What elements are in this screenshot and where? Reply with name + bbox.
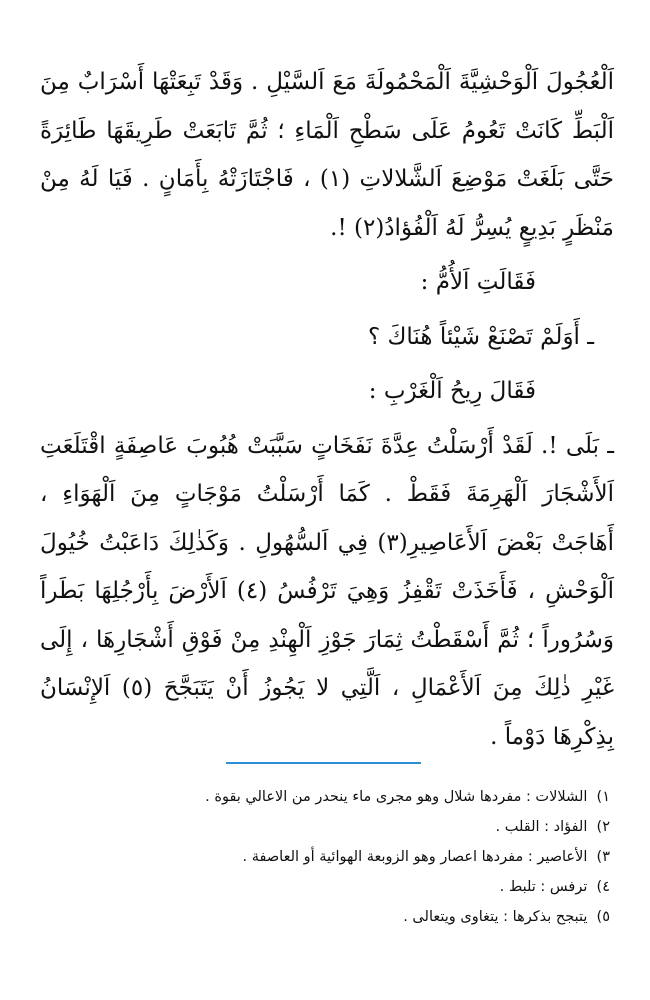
footnote-number: ٤) <box>596 879 610 895</box>
footnote-item <box>40 812 610 842</box>
footnotes-list <box>40 782 610 932</box>
footnote-number: ٣) <box>596 849 610 865</box>
footnote-number: ١) <box>596 789 610 805</box>
speaker-line-west-wind: فَقَالَ رِيحُ اَلْغَرْبِ : <box>368 378 536 404</box>
footnote-text: الفؤاد : القلب . <box>495 819 588 835</box>
narrative-paragraph: اَلْعُجُولَ اَلْوَحْشِيَّةَ اَلْمَحْمُولَةَ مَعَ اَلسَّيْلِ . وَقَدْ تَبِعَتْهَا أَسْرَابٌ مِنَ اَلْبَطِّ كَانَتْ تَعُومُ عَلَى سَطْحِ اَلْمَاءِ ؛ ثُمَّ تَابَعَتْ طَرِيقَهَا طَائِرَةً حَتَّى بَلَغَتْ مَوْضِعَ اَلشَّلالاتِ (١) ، فَاجْتَازَتْهُ بِأَمَانٍ . فَيَا لَهُ مِنْ مَنْظَرٍ بَدِيعٍ يُسِرُّ لَهُ اَلْفُؤادُ(٢) !. <box>40 69 614 241</box>
dialogue-question: ـ أَوَلَمْ تَصْنَعْ شَيْئاً هُنَاكَ ؟ <box>367 323 594 350</box>
footnote-text: ترفس : تلبط . <box>499 879 588 895</box>
footnote-item <box>40 902 610 932</box>
footnote-item <box>40 782 610 812</box>
dialogue-answer: ـ بَلَى !. لَقَدْ أَرْسَلْتُ عِدَّةَ نَفَخَاتٍ سَبَّبَتْ هُبُوبَ عَاصِفَةٍ اقْتَلَعَتِ اَلأَشْجَارَ اَلْهَرِمَةَ فَقَطْ . كَمَا أَرْسَلْتُ مَوْجَاتٍ مِنَ اَلْهَوَاءِ ، أَهَاجَتْ بَعْضَ اَلأَعَاصِيرِ(٣) فِي اَلسُّهُولِ . وَكَذٰلِكَ دَاعَبْتُ خُيُولَ اَلْوَحْشِ ، فَأَخَذَتْ تَقْفِزُ وَهِيَ تَرْفُسُ (٤) اَلأَرْضَ بِأَرْجُلِهَا بَطَراً وَسُرُوراً ؛ ثُمَّ أَسْقَطْتُ ثِمَارَ جَوْزِ اَلْهِنْدِ مِنْ فَوْقِ أَشْجَارِهَا ، إِلَى غَيْرِ ذٰلِكَ مِنَ اَلأَعْمَالِ ، اَلَّتِي لا يَجُوزُ أَنْ يَتَبَجَّحَ (٥) اَلإِنْسَانُ بِذِكْرِهَا دَوْماً . <box>40 432 614 750</box>
footnote-number: ٥) <box>596 909 610 925</box>
footnote-divider <box>226 762 421 764</box>
footnote-text: الشلالات : مفردها شلال وهو مجرى ماء ينحدر من الاعالي بقوة . <box>205 789 588 805</box>
footnote-number: ٢) <box>596 819 610 835</box>
footnote-text: يتبجح بذكرها : يتغاوى ويتعالى . <box>403 909 588 925</box>
footnote-item <box>40 842 610 872</box>
speaker-line-mother: فَقَالَتِ اَلأُمُّ : <box>420 269 536 295</box>
footnote-item <box>40 872 610 902</box>
footnote-text: الأعاصير : مفردها اعصار وهو الزوبعة الهوائية أو العاصفة . <box>242 849 588 865</box>
